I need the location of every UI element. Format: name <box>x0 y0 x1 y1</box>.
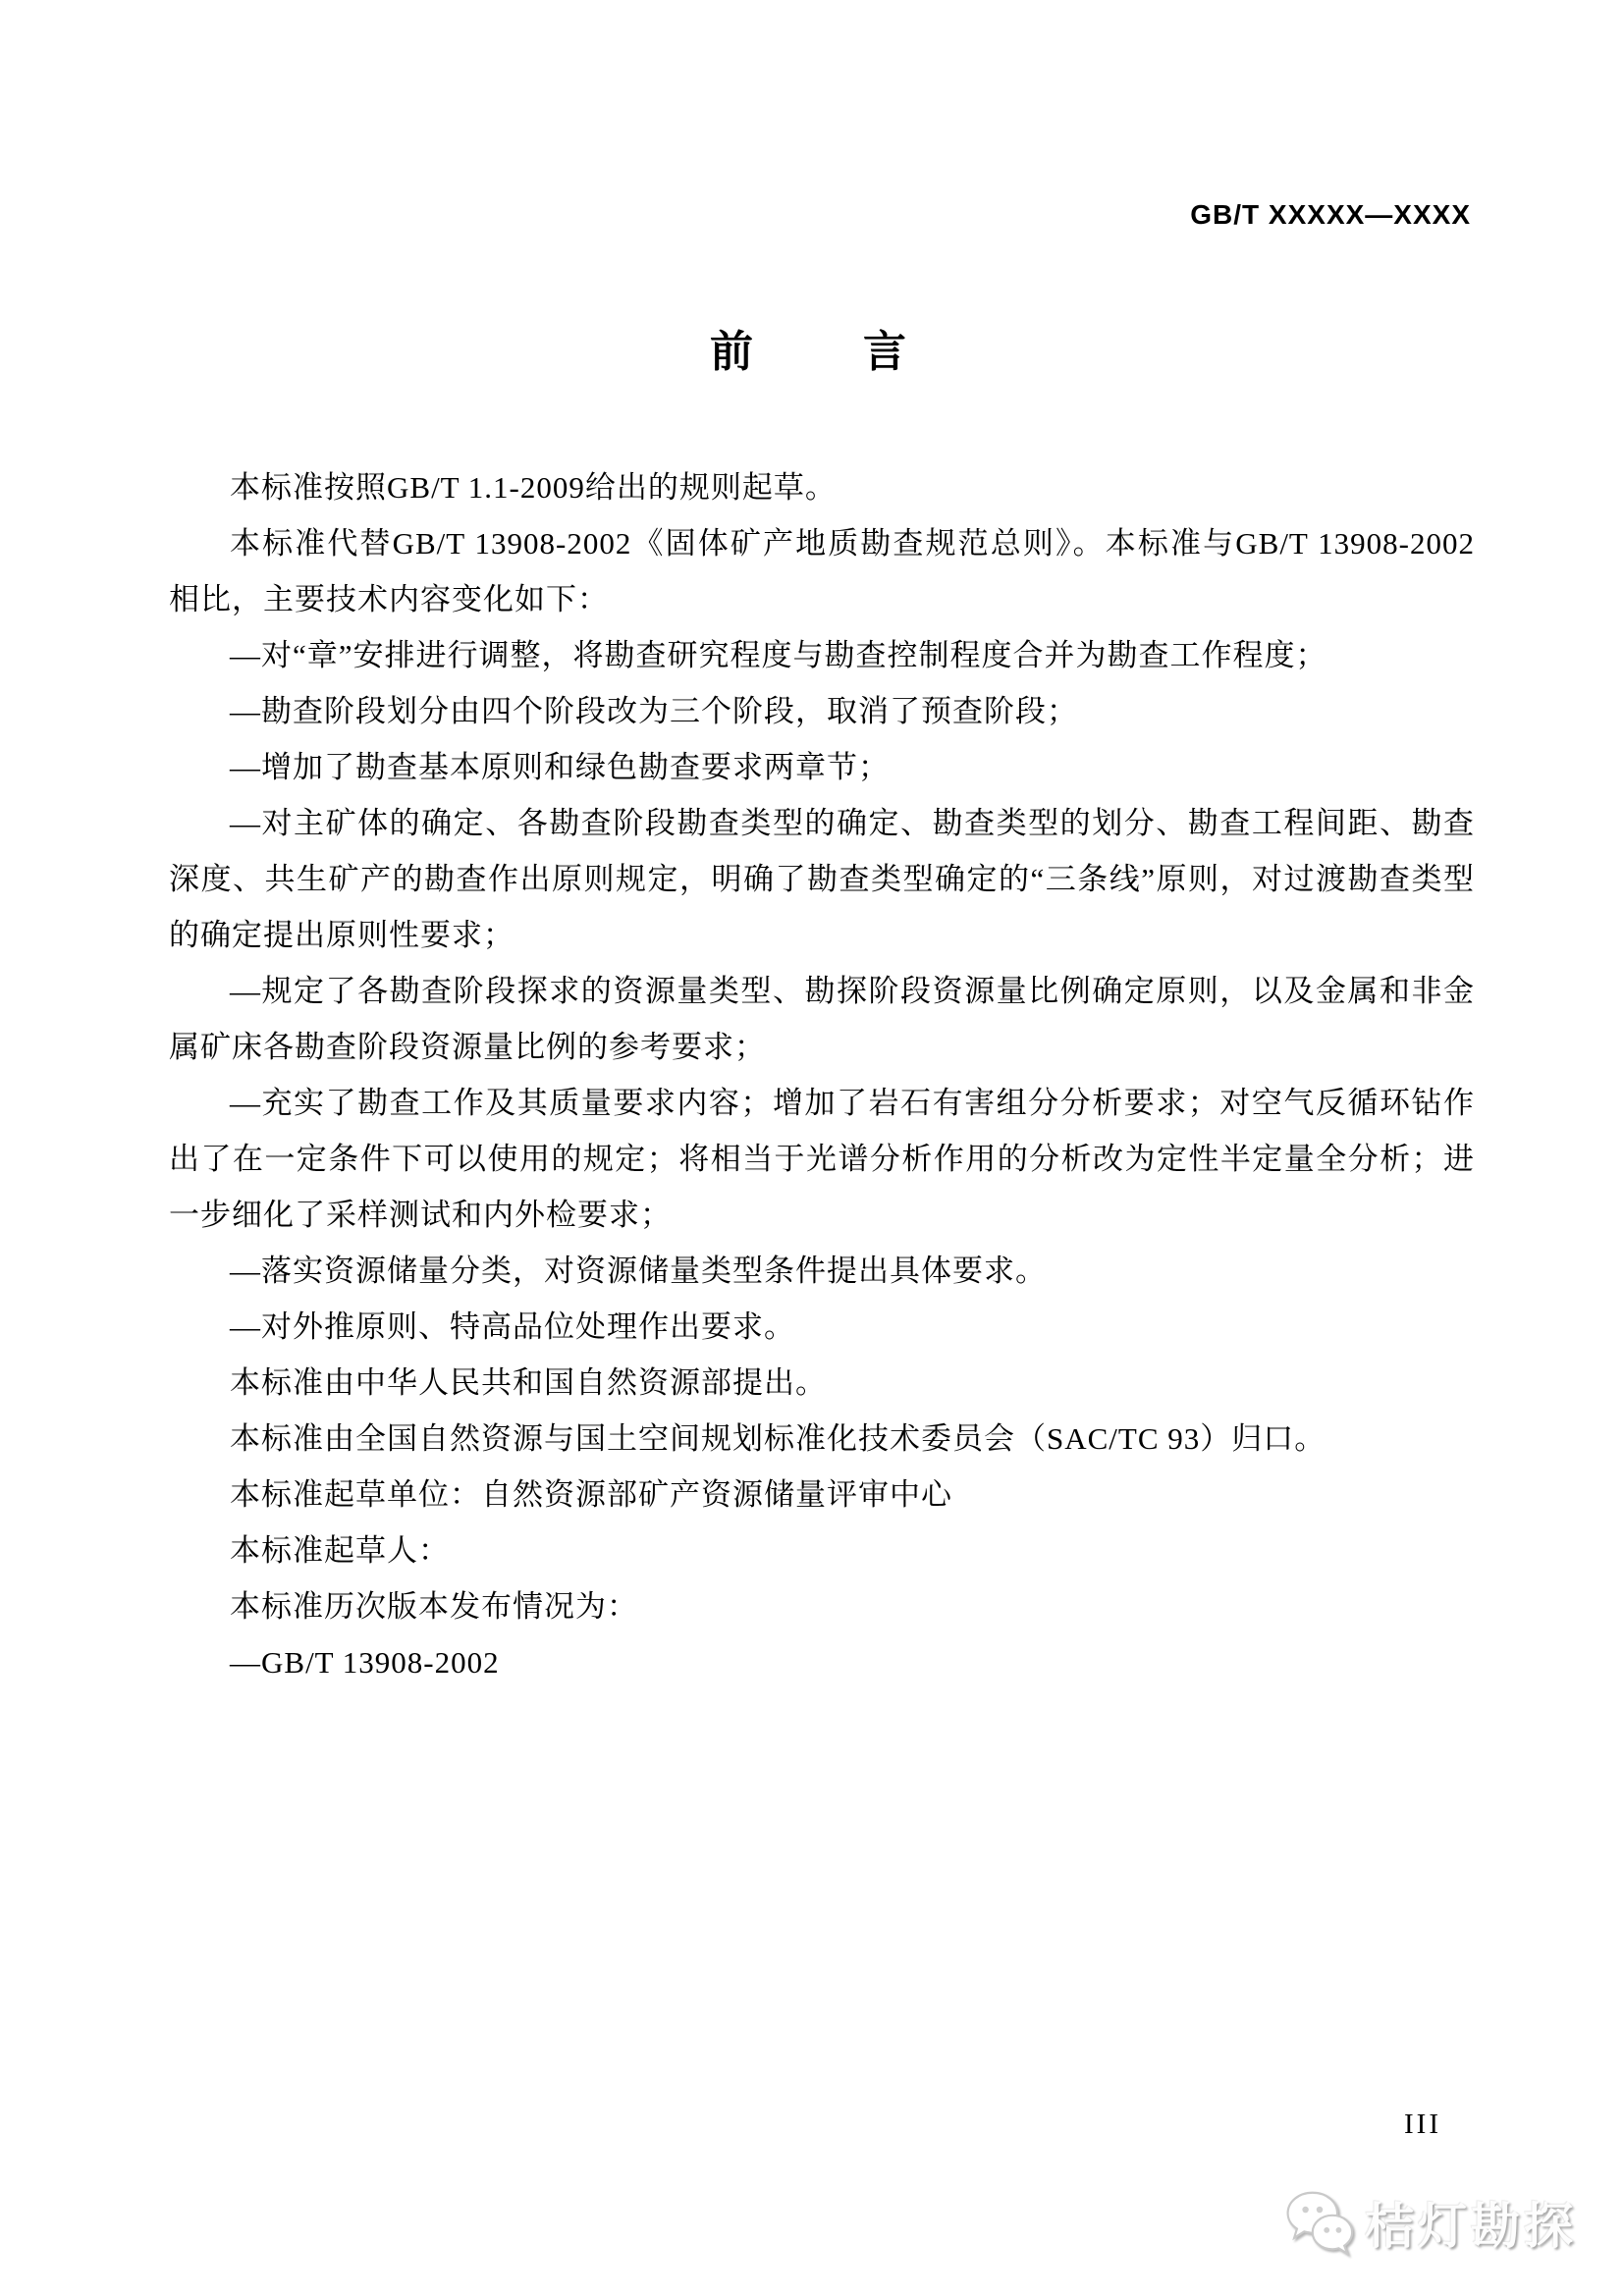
paragraph: —规定了各勘查阶段探求的资源量类型、勘探阶段资源量比例确定原则，以及金属和非金属矿床各勘查阶段资源量比例的参考要求； <box>169 974 1475 1064</box>
paragraph: 本标准起草人： <box>230 1533 450 1568</box>
watermark-label: 桔灯勘探 <box>1365 2199 1577 2254</box>
paragraph: —落实资源储量分类，对资源储量类型条件提出具体要求。 <box>230 1254 1047 1288</box>
paragraph: 本标准由全国自然资源与国土空间规划标准化技术委员会（SAC/TC 93）归口。 <box>230 1421 1326 1456</box>
foreword-body <box>169 459 1475 1690</box>
paragraph: —增加了勘查基本原则和绿色勘查要求两章节； <box>230 750 890 784</box>
page-title: 前 言 <box>710 328 914 376</box>
paragraph: —对外推原则、特高品位处理作出要求。 <box>230 1309 795 1344</box>
paragraph: 本标准由中华人民共和国自然资源部提出。 <box>230 1365 827 1400</box>
paragraph: 本标准按照GB/T 1.1-2009给出的规则起草。 <box>230 470 837 505</box>
wechat-icon <box>1284 2188 1355 2257</box>
standard-number-header: GB/T XXXXX—XXXX <box>1190 199 1471 230</box>
paragraph: 本标准历次版本发布情况为： <box>230 1589 638 1624</box>
watermark <box>1284 2187 1577 2258</box>
paragraph: —对主矿体的确定、各勘查阶段勘查类型的确定、勘查类型的划分、勘查工程间距、勘查深度、共生矿产的勘查作出原则规定，明确了勘查类型确定的“三条线”原则，对过渡勘查类型的确定提出原则性要求； <box>169 806 1475 952</box>
paragraph: —GB/T 13908-2002 <box>230 1645 500 1680</box>
paragraph: —对“章”安排进行调整，将勘查研究程度与勘查控制程度合并为勘查工作程度； <box>230 638 1327 672</box>
paragraph: 本标准起草单位：自然资源部矿产资源储量评审中心 <box>230 1477 952 1512</box>
page-number: III <box>1404 2109 1441 2140</box>
paragraph: —充实了勘查工作及其质量要求内容；增加了岩石有害组分分析要求；对空气反循环钻作出了在一定条件下可以使用的规定；将相当于光谱分析作用的分析改为定性半定量全分析；进一步细化了采样测试和内外检要求； <box>169 1086 1475 1232</box>
paragraph: —勘查阶段划分由四个阶段改为三个阶段，取消了预查阶段； <box>230 694 1078 728</box>
paragraph: 本标准代替GB/T 13908-2002《固体矿产地质勘查规范总则》。本标准与GB/T 13908-2002相比，主要技术内容变化如下： <box>169 526 1475 616</box>
